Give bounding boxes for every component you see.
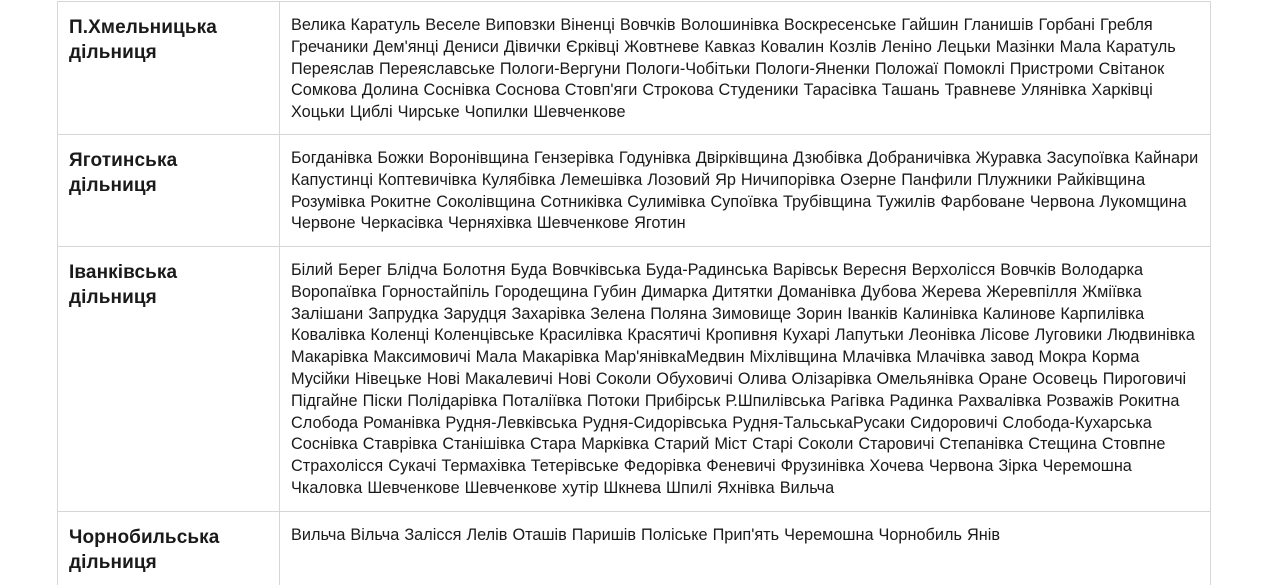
district-name: Яготинська дільниця [69,150,178,196]
village-list: Вильча Вільча Залісся Лелів Оташів Паришів Поліське Прип'ять Черемошна Чорнобиль Янів [291,526,1000,544]
table-row [58,512,1211,585]
village-list-cell [280,135,1211,247]
village-list-cell [280,247,1211,512]
village-list: Богданівка Божки Воронівщина Гензерівка Годунівка Двірківщина Дзюбівка Добраничівка Журавка Засупоївка Кайнари Капустинці Коптевичівка Кулябівка Лемешівка Лозовий Яр Ничипорівка Озерне Панфили Плужники Райківщина Розумівка Рокитне Соколівщина Сотниківка Сулимівка Супоївка Трубівщина Тужилів Фарбоване Червона Лукомщина Червоне Черкасівка Черняхівка Шевченкове Яготин [291,149,1199,233]
table-row [58,247,1211,512]
village-list: Білий Берег Блідча Болотня Буда Вовчківська Буда-Радинська Варівськ Вересня Верхолісся Вовчків Володарка Воропаївка Горностайпіль Городещина Губин Димарка Дитятки Доманівка Дубова Жерева Жеревпілля Жміївка Залішани Запрудка Зарудця Захарівка Зелена Поляна Зимовище Зорин Іванків Калинівка Калинове Карпилівка Ковалівка Коленці Коленцівське Красилівка Красятичі Кропивня Кухарі Лапутьки Леонівка Лісове Луговики Людвинівка Макарівка Максимовичі Мала Макарівка Мар'янівкаМедвин Міхлівщина Млачівка Млачівка завод Мокра Корма Мусійки Нівецьке Нові Макалевичі Нові Соколи Обуховичі Олива Олізарівка Омельянівка Оране Осовець Пироговичі Підгайне Піски Полідарівка Поталіївка Потоки Прибірськ Р.Шпилівська Рагівка Радинка Рахвалівка Розважів Рокитна Слобода Романівка Рудня-Левківська Рудня-Сидорівська Рудня-ТальськаРусаки Сидоровичі Слобода-Кухарська Соснівка Ставрівка Станішівка Стара Марківка Старий Міст Старі Соколи Старовичі Степанівка Стещина Стовпне Страхолісся Сукачі Термахівка Тетерівське Федорівка Феневичі Фрузинівка Хочева Червона Зірка Черемошна Чкаловка Шевченкове Шевченкове хутір Шкнева Шпилі Яхнівка Вильча [291,261,1195,497]
district-name-cell [58,512,280,585]
table-row [58,2,1211,135]
district-name: Іванківська дільниця [69,262,178,308]
district-name-cell [58,2,280,135]
districts-table [57,1,1211,585]
village-list-cell [280,512,1211,585]
district-name: П.Хмельницька дільниця [69,17,217,63]
district-name-cell [58,247,280,512]
village-list: Велика Каратуль Веселе Виповзки Віненці Вовчків Волошинівка Воскресенське Гайшин Гланишів Горбані Гребля Гречаники Дем'янці Дениси Дівички Єрківці Жовтневе Кавказ Ковалин Козлів Леніно Лецьки Мазінки Мала Каратуль Переяслав Переяславське Пологи-Вергуни Пологи-Чобітьки Пологи-Яненки Положаї Помоклі Пристроми Світанок Сомкова Долина Соснівка Соснова Стовп'яги Строкова Студеники Тарасівка Ташань Травневе Улянівка Харківці Хоцьки Циблі Чирське Чопилки Шевченкове [291,16,1176,122]
table-row [58,135,1211,247]
district-name-cell [58,135,280,247]
district-name: Чорнобильська дільниця [69,527,220,573]
village-list-cell [280,2,1211,135]
